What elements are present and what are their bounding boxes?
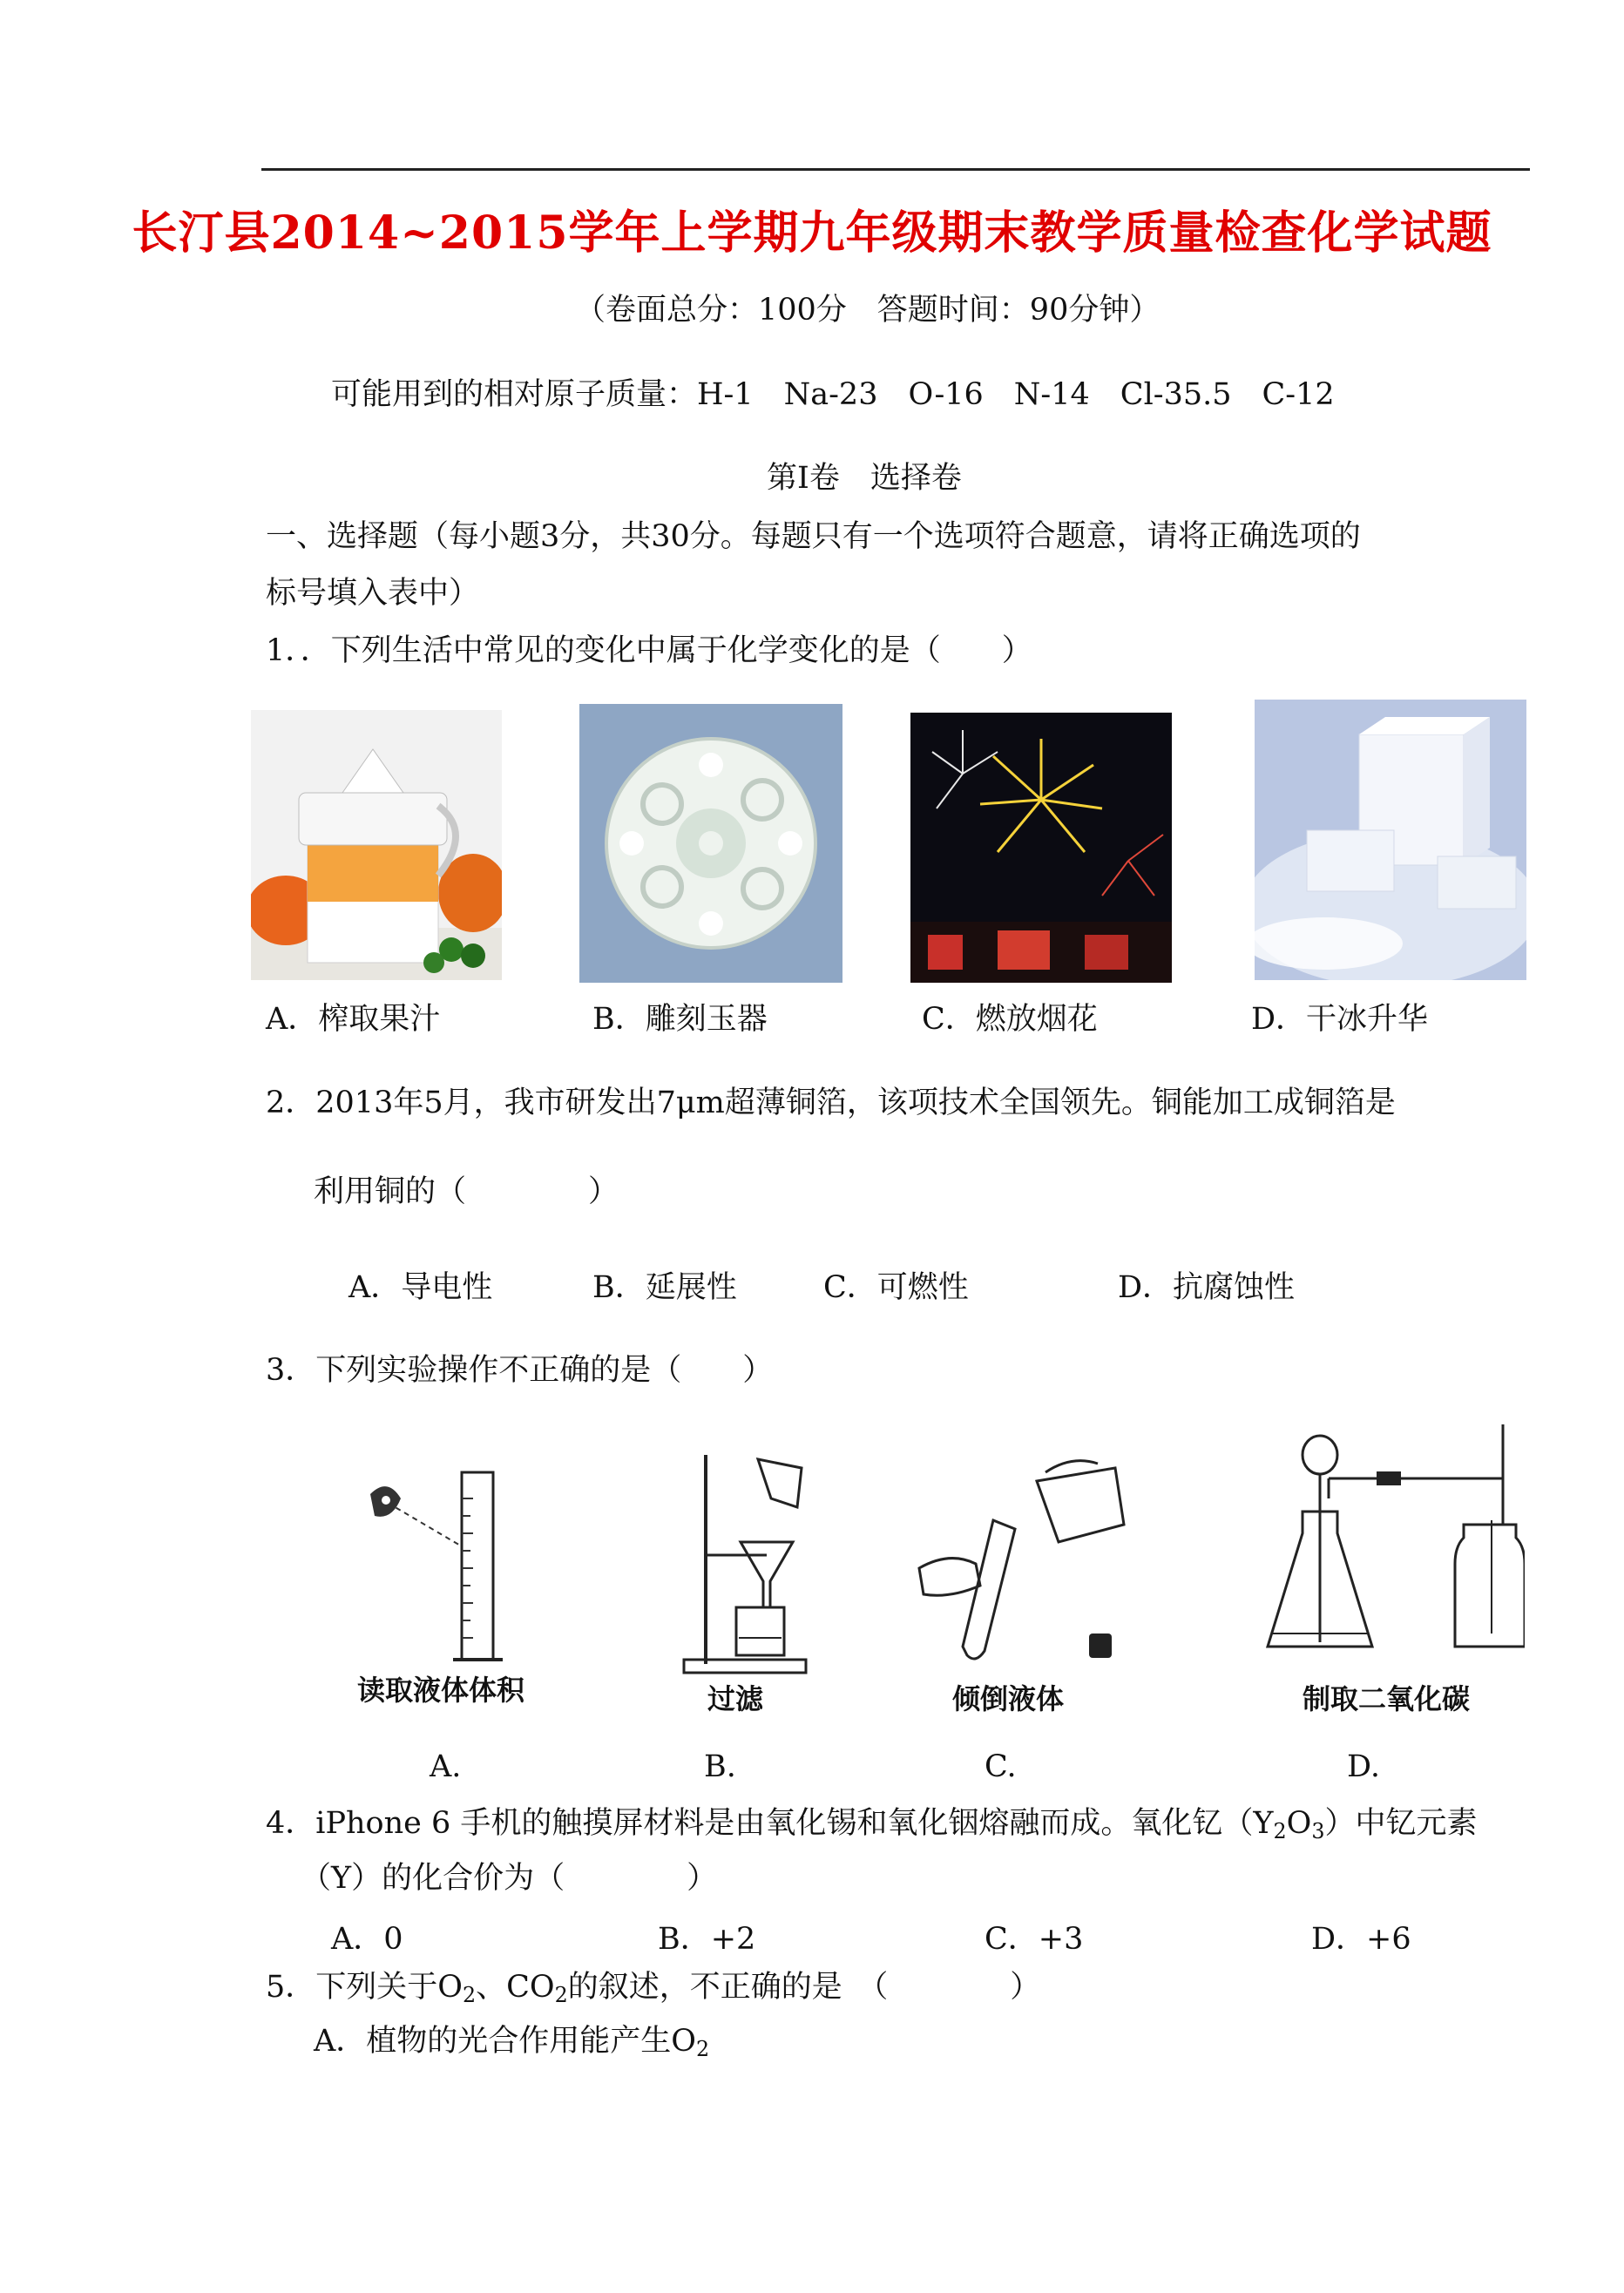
section-instructions-2: 标号填入表中） — [266, 576, 480, 611]
q5-stem-pre: 5．下列关于O — [266, 1970, 463, 2005]
q2-option-b: B．延展性 — [592, 1270, 737, 1305]
q2-option-d: D．抗腐蚀性 — [1118, 1270, 1296, 1305]
dry-ice-image — [1255, 700, 1526, 980]
pouring-liquid-figure — [915, 1446, 1133, 1673]
q5-stem-post: 的叙述，不正确的是 （ ） — [567, 1970, 1041, 2005]
q4-option-c: C．+3 — [985, 1922, 1084, 1957]
q3-option-b: B. — [704, 1749, 736, 1784]
section-instructions-1: 一、选择题（每小题3分，共30分。每题只有一个选项符合题意，请将正确选项的 — [266, 519, 1361, 554]
q2-stem-line1: 2．2013年5月，我市研发出7μm超薄铜箔，该项技术全国领先。铜能加工成铜箔是 — [266, 1086, 1396, 1120]
q5-stem — [266, 1969, 1040, 2007]
q4-stem-pre: 4．iPhone 6 手机的触摸屏材料是由氧化锡和氧化铟熔融而成。氧化钇（Y — [266, 1806, 1274, 1841]
header-rule — [261, 168, 1530, 171]
figure-label-a: 读取液体体积 — [357, 1674, 525, 1707]
q4-option-d: D．+6 — [1311, 1922, 1411, 1957]
q3-option-a: A. — [430, 1749, 462, 1784]
q2-stem-line2: 利用铜的（ ） — [314, 1174, 619, 1209]
q5-option-a-text: A．植物的光合作用能产生O — [314, 2024, 696, 2059]
co2-apparatus-figure — [1263, 1424, 1525, 1677]
q5-subscript-1: 2 — [462, 1982, 477, 2007]
q4-option-b: B．+2 — [658, 1922, 756, 1957]
q4-subscript-1: 2 — [1273, 1818, 1287, 1843]
q2-option-a: A．导电性 — [348, 1270, 493, 1305]
section-title: 第Ⅰ卷 选择卷 — [767, 461, 962, 496]
q3-stem: 3．下列实验操作不正确的是（ ） — [266, 1353, 774, 1388]
figure-label-c: 倾倒液体 — [952, 1682, 1065, 1715]
q1-option-c: C．燃放烟花 — [922, 1002, 1098, 1037]
q5-option-a-subscript: 2 — [695, 2036, 710, 2061]
q1-stem: 1．．下列生活中常见的变化中属于化学变化的是（ ） — [266, 633, 1032, 668]
figure-label-b: 过滤 — [707, 1682, 764, 1715]
q5-subscript-2: 2 — [554, 1982, 568, 2007]
graduated-cylinder-figure — [353, 1464, 527, 1673]
q4-stem-mid: O — [1286, 1806, 1312, 1841]
q3-option-d: D. — [1347, 1749, 1380, 1784]
atomic-masses: 可能用到的相对原子质量：H-1 Na-23 O-16 N-14 Cl-35.5 C-12 — [331, 377, 1335, 412]
q5-option-a — [314, 2023, 709, 2061]
q4-subscript-2: 3 — [1311, 1818, 1325, 1843]
q4-stem-line1 — [266, 1805, 1478, 1843]
q2-option-c: C．可燃性 — [823, 1270, 969, 1305]
q1-option-a: A．榨取果汁 — [266, 1002, 441, 1037]
q1-option-d: D．干冰升华 — [1251, 1002, 1429, 1037]
q5-stem-mid: 、CO — [476, 1970, 555, 2005]
q3-option-c: C. — [985, 1749, 1017, 1784]
figure-label-d: 制取二氧化碳 — [1303, 1682, 1471, 1715]
juicer-image — [251, 710, 502, 980]
exam-title: 长汀县2014~2015学年上学期九年级期末教学质量检查化学试题 — [132, 206, 1492, 260]
q4-stem-line2: （Y）的化合价为（ ） — [301, 1861, 718, 1896]
q4-stem-post: ）中钇元素 — [1324, 1806, 1478, 1841]
q4-option-a: A．0 — [331, 1922, 403, 1957]
jade-carving-image — [579, 704, 842, 983]
q1-option-b: B．雕刻玉器 — [592, 1002, 768, 1037]
exam-info: （卷面总分：100分 答题时间：90分钟） — [575, 293, 1160, 328]
filtration-figure — [680, 1442, 819, 1677]
fireworks-image — [910, 713, 1172, 983]
